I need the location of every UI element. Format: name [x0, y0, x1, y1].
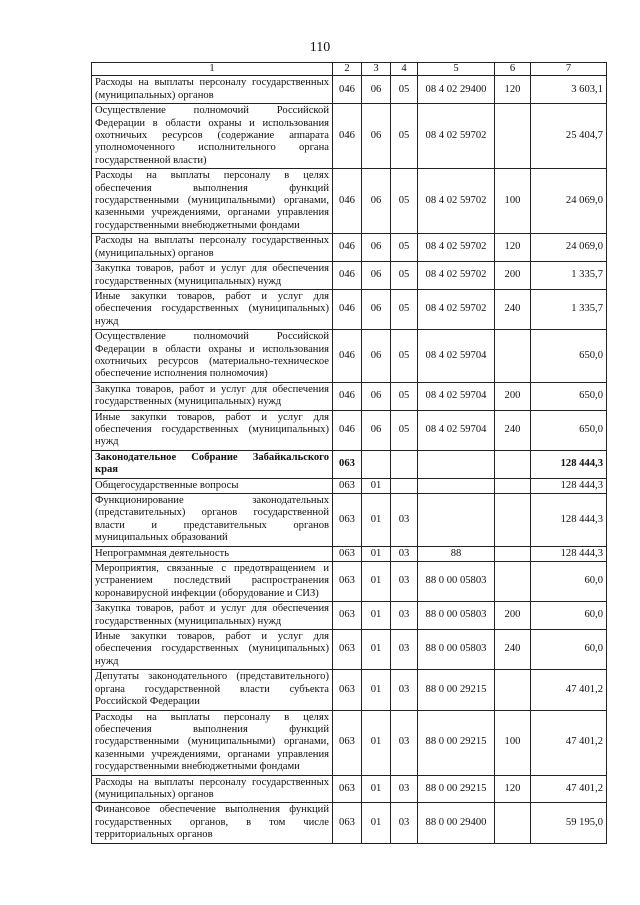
section-cell: 01 [362, 775, 391, 803]
section-cell: 06 [362, 262, 391, 290]
amount-cell: 24 069,0 [531, 234, 607, 262]
expense-type-cell [495, 330, 531, 383]
expense-type-cell [495, 803, 531, 843]
section-cell: 06 [362, 330, 391, 383]
row-name-cell: Осуществление полномочий Российской Федерации в области охраны и использования охотничьих ресурсов (содержание аппарата уполномоченного исполнительного органа государственной власти) [92, 104, 333, 169]
ministry-code-cell: 063 [333, 450, 362, 478]
table-row [92, 630, 607, 670]
ministry-code-cell: 046 [333, 169, 362, 234]
target-article-cell: 88 0 00 05803 [418, 602, 495, 630]
table-row [92, 546, 607, 561]
table-row [92, 289, 607, 329]
target-article-cell: 08 4 02 59704 [418, 330, 495, 383]
table-header-row [92, 63, 607, 76]
column-header: 6 [495, 63, 531, 76]
target-article-cell [418, 478, 495, 493]
subsection-cell: 03 [391, 562, 418, 602]
subsection-cell: 03 [391, 775, 418, 803]
subsection-cell: 05 [391, 410, 418, 450]
table-row [92, 410, 607, 450]
subsection-cell: 03 [391, 710, 418, 775]
section-cell: 06 [362, 410, 391, 450]
target-article-cell [418, 450, 495, 478]
amount-cell: 47 401,2 [531, 710, 607, 775]
ministry-code-cell: 046 [333, 76, 362, 104]
target-article-cell: 08 4 02 59704 [418, 410, 495, 450]
amount-cell: 25 404,7 [531, 104, 607, 169]
section-cell [362, 450, 391, 478]
subsection-cell: 03 [391, 670, 418, 710]
row-name-cell: Закупка товаров, работ и услуг для обеспечения государственных (муниципальных) нужд [92, 602, 333, 630]
expense-type-cell: 240 [495, 410, 531, 450]
target-article-cell: 88 0 00 29400 [418, 803, 495, 843]
amount-cell: 650,0 [531, 382, 607, 410]
amount-cell: 128 444,3 [531, 546, 607, 561]
table-row [92, 169, 607, 234]
section-cell: 01 [362, 562, 391, 602]
table-row [92, 562, 607, 602]
row-name-cell: Депутаты законодательного (представительного) органа государственной власти субъекта Российской Федерации [92, 670, 333, 710]
amount-cell: 60,0 [531, 630, 607, 670]
subsection-cell: 05 [391, 76, 418, 104]
ministry-code-cell: 063 [333, 478, 362, 493]
expense-type-cell: 100 [495, 169, 531, 234]
subsection-cell: 03 [391, 546, 418, 561]
page-number: 110 [309, 40, 331, 55]
expense-type-cell: 200 [495, 262, 531, 290]
subsection-cell: 05 [391, 330, 418, 383]
subsection-cell: 05 [391, 289, 418, 329]
row-name-cell: Расходы на выплаты персоналу государственных (муниципальных) органов [92, 76, 333, 104]
ministry-code-cell: 063 [333, 562, 362, 602]
expense-type-cell [495, 494, 531, 547]
target-article-cell: 08 4 02 59702 [418, 262, 495, 290]
subsection-cell [391, 478, 418, 493]
row-name-cell: Закупка товаров, работ и услуг для обеспечения государственных (муниципальных) нужд [92, 382, 333, 410]
amount-cell: 650,0 [531, 330, 607, 383]
ministry-code-cell: 046 [333, 262, 362, 290]
table-row [92, 775, 607, 803]
subsection-cell: 03 [391, 602, 418, 630]
amount-cell: 60,0 [531, 602, 607, 630]
row-name-cell: Расходы на выплаты персоналу государственных (муниципальных) органов [92, 775, 333, 803]
ministry-code-cell: 046 [333, 104, 362, 169]
ministry-code-cell: 046 [333, 382, 362, 410]
amount-cell: 3 603,1 [531, 76, 607, 104]
table-row [92, 602, 607, 630]
section-cell: 01 [362, 710, 391, 775]
column-header: 1 [92, 63, 333, 76]
table-row [92, 803, 607, 843]
table-row [92, 494, 607, 547]
subsection-cell [391, 450, 418, 478]
ministry-code-cell: 046 [333, 410, 362, 450]
row-name-cell: Расходы на выплаты персоналу государственных (муниципальных) органов [92, 234, 333, 262]
subsection-cell: 03 [391, 494, 418, 547]
ministry-code-cell: 063 [333, 602, 362, 630]
budget-table [91, 62, 607, 844]
section-cell: 06 [362, 234, 391, 262]
expense-type-cell: 100 [495, 710, 531, 775]
section-cell: 06 [362, 382, 391, 410]
expense-type-cell: 240 [495, 289, 531, 329]
section-cell: 01 [362, 602, 391, 630]
table-row [92, 76, 607, 104]
row-name-cell: Закупка товаров, работ и услуг для обеспечения государственных (муниципальных) нужд [92, 262, 333, 290]
row-name-cell: Расходы на выплаты персоналу в целях обеспечения выполнения функций государственными (муниципальными) органами, казенными учреждениями, органами управления государственными внебюджетными фондами [92, 710, 333, 775]
section-cell: 06 [362, 104, 391, 169]
amount-cell: 650,0 [531, 410, 607, 450]
expense-type-cell: 120 [495, 76, 531, 104]
expense-type-cell: 120 [495, 775, 531, 803]
amount-cell: 24 069,0 [531, 169, 607, 234]
target-article-cell: 08 4 02 59702 [418, 169, 495, 234]
target-article-cell: 88 0 00 05803 [418, 630, 495, 670]
subsection-cell: 03 [391, 630, 418, 670]
ministry-code-cell: 063 [333, 710, 362, 775]
table-row [92, 382, 607, 410]
table-row [92, 330, 607, 383]
amount-cell: 59 195,0 [531, 803, 607, 843]
row-name-cell: Осуществление полномочий Российской Федерации в области охраны и использования охотничьих ресурсов (материально-техническое обеспечение исполнения полномочия) [92, 330, 333, 383]
target-article-cell: 08 4 02 59702 [418, 104, 495, 169]
target-article-cell: 88 [418, 546, 495, 561]
ministry-code-cell: 063 [333, 803, 362, 843]
target-article-cell: 08 4 02 29400 [418, 76, 495, 104]
target-article-cell: 08 4 02 59702 [418, 234, 495, 262]
section-cell: 01 [362, 546, 391, 561]
target-article-cell: 88 0 00 29215 [418, 775, 495, 803]
amount-cell: 128 444,3 [531, 450, 607, 478]
amount-cell: 128 444,3 [531, 494, 607, 547]
subsection-cell: 05 [391, 262, 418, 290]
section-cell: 01 [362, 630, 391, 670]
section-cell: 06 [362, 169, 391, 234]
expense-type-cell: 240 [495, 630, 531, 670]
table-row [92, 234, 607, 262]
section-cell: 06 [362, 289, 391, 329]
expense-type-cell [495, 546, 531, 561]
ministry-code-cell: 046 [333, 330, 362, 383]
row-name-cell: Иные закупки товаров, работ и услуг для обеспечения государственных (муниципальных) нужд [92, 410, 333, 450]
target-article-cell: 08 4 02 59704 [418, 382, 495, 410]
section-cell: 06 [362, 76, 391, 104]
table-row [92, 670, 607, 710]
ministry-code-cell: 063 [333, 630, 362, 670]
expense-type-cell [495, 670, 531, 710]
table-row [92, 478, 607, 493]
table-row [92, 262, 607, 290]
amount-cell: 1 335,7 [531, 289, 607, 329]
target-article-cell: 88 0 00 29215 [418, 710, 495, 775]
amount-cell: 60,0 [531, 562, 607, 602]
row-name-cell: Функционирование законодательных (представительных) органов государственной власти и представительных органов муниципальных образований [92, 494, 333, 547]
amount-cell: 47 401,2 [531, 775, 607, 803]
row-name-cell: Финансовое обеспечение выполнения функций государственных органов, в том числе территориальных органов [92, 803, 333, 843]
expense-type-cell [495, 104, 531, 169]
target-article-cell [418, 494, 495, 547]
expense-type-cell: 120 [495, 234, 531, 262]
row-name-cell: Иные закупки товаров, работ и услуг для обеспечения государственных (муниципальных) нужд [92, 289, 333, 329]
ministry-code-cell: 063 [333, 546, 362, 561]
amount-cell: 128 444,3 [531, 478, 607, 493]
target-article-cell: 88 0 00 29215 [418, 670, 495, 710]
expense-type-cell [495, 562, 531, 602]
column-header: 4 [391, 63, 418, 76]
section-cell: 01 [362, 494, 391, 547]
subsection-cell: 03 [391, 803, 418, 843]
row-name-cell: Непрограммная деятельность [92, 546, 333, 561]
expense-type-cell: 200 [495, 602, 531, 630]
ministry-code-cell: 063 [333, 494, 362, 547]
row-name-cell: Законодательное Собрание Забайкальского края [92, 450, 333, 478]
subsection-cell: 05 [391, 169, 418, 234]
column-header: 2 [333, 63, 362, 76]
row-name-cell: Мероприятия, связанные с предотвращением и устранением последствий распространения коронавирусной инфекции (оборудование и СИЗ) [92, 562, 333, 602]
ministry-code-cell: 046 [333, 289, 362, 329]
expense-type-cell [495, 478, 531, 493]
ministry-code-cell: 063 [333, 670, 362, 710]
section-cell: 01 [362, 803, 391, 843]
table-row [92, 450, 607, 478]
section-cell: 01 [362, 478, 391, 493]
expense-type-cell [495, 450, 531, 478]
target-article-cell: 88 0 00 05803 [418, 562, 495, 602]
column-header: 3 [362, 63, 391, 76]
table-row [92, 104, 607, 169]
row-name-cell: Иные закупки товаров, работ и услуг для обеспечения государственных (муниципальных) нужд [92, 630, 333, 670]
column-header: 5 [418, 63, 495, 76]
section-cell: 01 [362, 670, 391, 710]
target-article-cell: 08 4 02 59702 [418, 289, 495, 329]
ministry-code-cell: 063 [333, 775, 362, 803]
subsection-cell: 05 [391, 382, 418, 410]
expense-type-cell: 200 [495, 382, 531, 410]
subsection-cell: 05 [391, 234, 418, 262]
table-row [92, 710, 607, 775]
row-name-cell: Расходы на выплаты персоналу в целях обеспечения выполнения функций государственными (муниципальными) органами, казенными учреждениями, органами управления государственными внебюджетными фондами [92, 169, 333, 234]
amount-cell: 47 401,2 [531, 670, 607, 710]
row-name-cell: Общегосударственные вопросы [92, 478, 333, 493]
table-body [92, 76, 607, 843]
subsection-cell: 05 [391, 104, 418, 169]
amount-cell: 1 335,7 [531, 262, 607, 290]
ministry-code-cell: 046 [333, 234, 362, 262]
column-header: 7 [531, 63, 607, 76]
